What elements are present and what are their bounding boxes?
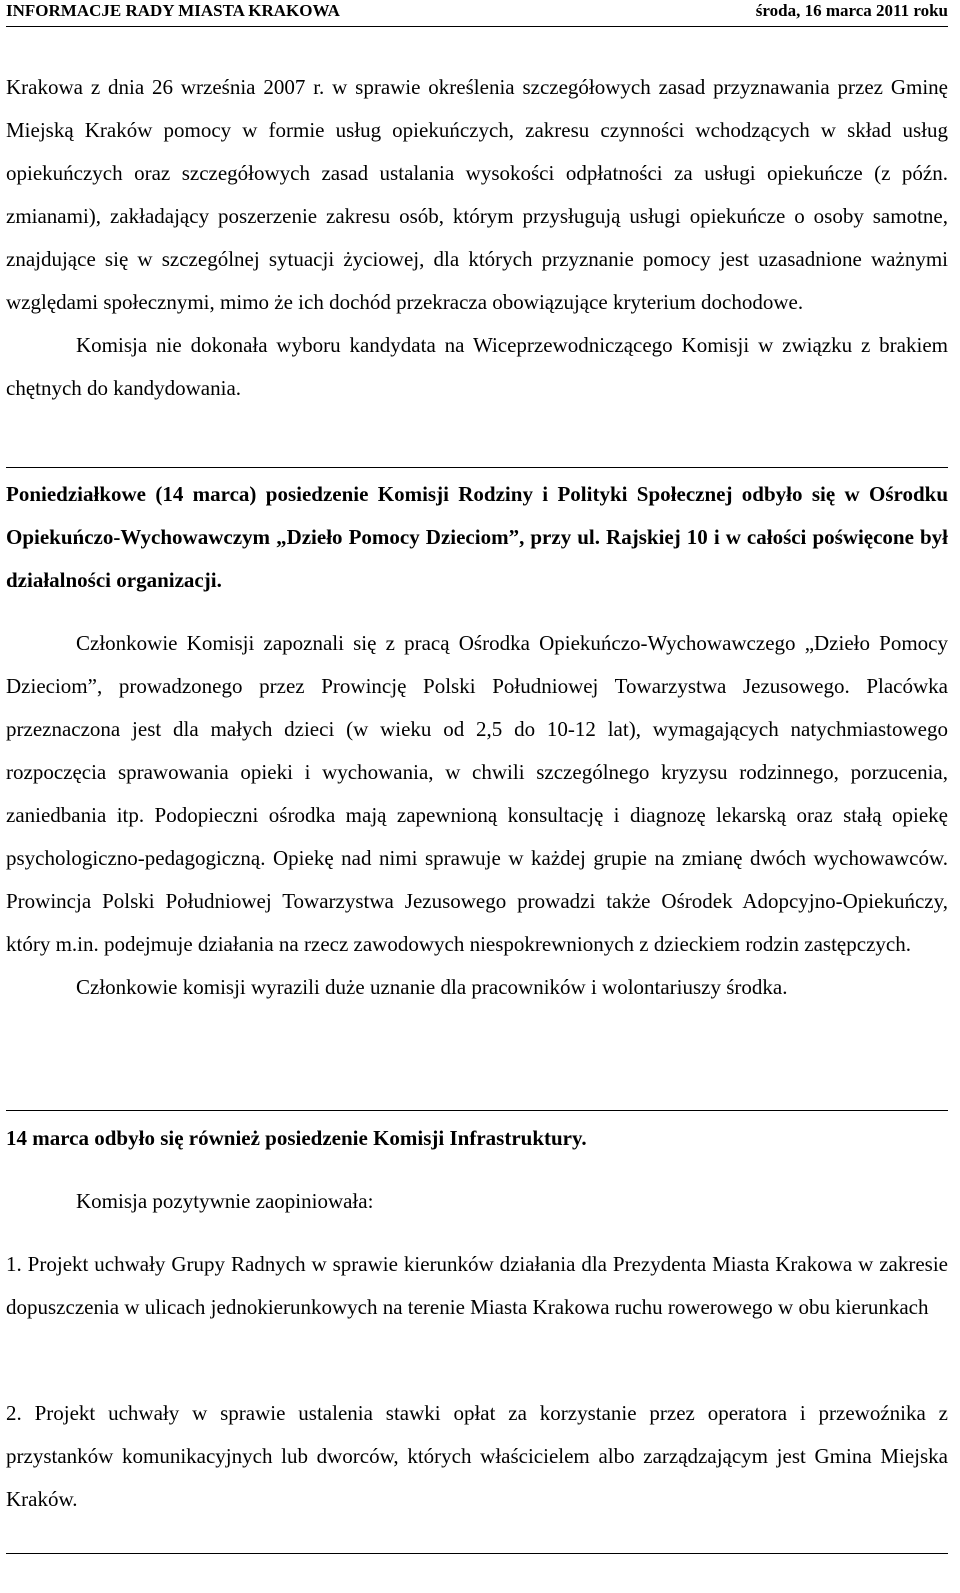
publication-title: INFORMACJE RADY MIASTA KRAKOWA — [6, 1, 340, 20]
opinion-item-2: 2. Projekt uchwały w sprawie ustalenia stawki opłat za korzystanie przez operatora i przewoźnika z przystanków komunikacyjnych lub dworców, których właścicielem albo zarządzającym jest Gmina Miejska Kraków. — [6, 1401, 948, 1511]
section-divider-1 — [6, 467, 948, 468]
section-social-resolution — [6, 66, 948, 410]
section-divider-2 — [6, 1110, 948, 1111]
infrastructure-intro-block — [6, 1180, 948, 1223]
section-family-committee — [6, 473, 948, 602]
section-family-body — [6, 622, 948, 1009]
opinion-item-1-block — [6, 1243, 948, 1329]
section-divider-3 — [6, 1553, 948, 1554]
header-divider — [6, 26, 948, 27]
family-committee-heading: Poniedziałkowe (14 marca) posiedzenie Komisji Rodziny i Polityki Społecznej odbyło się w Ośrodku Opiekuńczo-Wychowawczym „Dzieło Pomocy Dzieciom”, przy ul. Rajskiej 10 i w całości poświęcone był działalności organizacji. — [6, 482, 948, 592]
continuation-paragraph: Krakowa z dnia 26 września 2007 r. w sprawie określenia szczegółowych zasad przyznawania przez Gminę Miejską Kraków pomocy w formie usług opiekuńczych, zakresu czynności wchodzących w skład usług opiekuńczych oraz szczegółowych zasad ustalania wysokości odpłatności za usługi opiekuńcze (z późn. zmianami), zakładający poszerzenie zakresu osób, którym przysługują usługi opiekuńcze o osoby samotne, znajdujące się w szczególnej sytuacji życiowej, dla których przyznanie pomocy jest uzasadnione ważnymi względami społecznymi, mimo że ich dochód przekracza obowiązujące kryterium dochodowe. — [6, 75, 948, 314]
vice-chair-paragraph: Komisja nie dokonała wyboru kandydata na Wiceprzewodniczącego Komisji w związku z brakiem chętnych do kandydowania. — [6, 333, 948, 400]
publication-date: środa, 16 marca 2011 roku — [755, 1, 948, 20]
infrastructure-intro: Komisja pozytywnie zaopiniowała: — [76, 1189, 374, 1213]
section-infrastructure — [6, 1117, 948, 1160]
page-header — [6, 0, 948, 28]
centre-description-paragraph: Członkowie Komisji zapoznali się z pracą Ośrodka Opiekuńczo-Wychowawczego „Dzieło Pomocy Dzieciom”, prowadzonego przez Prowincję Polski Południowej Towarzystwa Jezusowego. Placówka przeznaczona jest dla małych dzieci (w wieku od 2,5 do 10-12 lat), wymagających natychmiastowego rozpoczęcia sprawowania opieki i wychowania, w chwili szczególnego kryzysu rodzinnego, porzucenia, zaniedbania itp. Podopieczni ośrodka mają zapewnioną konsultację i diagnozę lekarską oraz stałą opiekę psychologiczno-pedagogiczną. Opiekę nad nimi sprawuje w każdej grupie na zmianę dwóch wychowawców. Prowincja Polski Południowej Towarzystwa Jezusowego prowadzi także Ośrodek Adopcyjno-Opiekuńczy, który m.in. podejmuje działania na rzecz zawodowych niespokrewnionych z dzieckiem rodzin zastępczych. — [6, 631, 948, 956]
opinion-item-2-block — [6, 1392, 948, 1521]
appreciation-paragraph: Członkowie komisji wyrazili duże uznanie dla pracowników i wolontariuszy środka. — [76, 975, 788, 999]
infrastructure-heading: 14 marca odbyło się również posiedzenie Komisji Infrastruktury. — [6, 1126, 587, 1150]
opinion-item-1: 1. Projekt uchwały Grupy Radnych w sprawie kierunków działania dla Prezydenta Miasta Krakowa w zakresie dopuszczenia w ulicach jednokierunkowych na terenie Miasta Krakowa ruchu rowerowego w obu kierunkach — [6, 1252, 948, 1319]
